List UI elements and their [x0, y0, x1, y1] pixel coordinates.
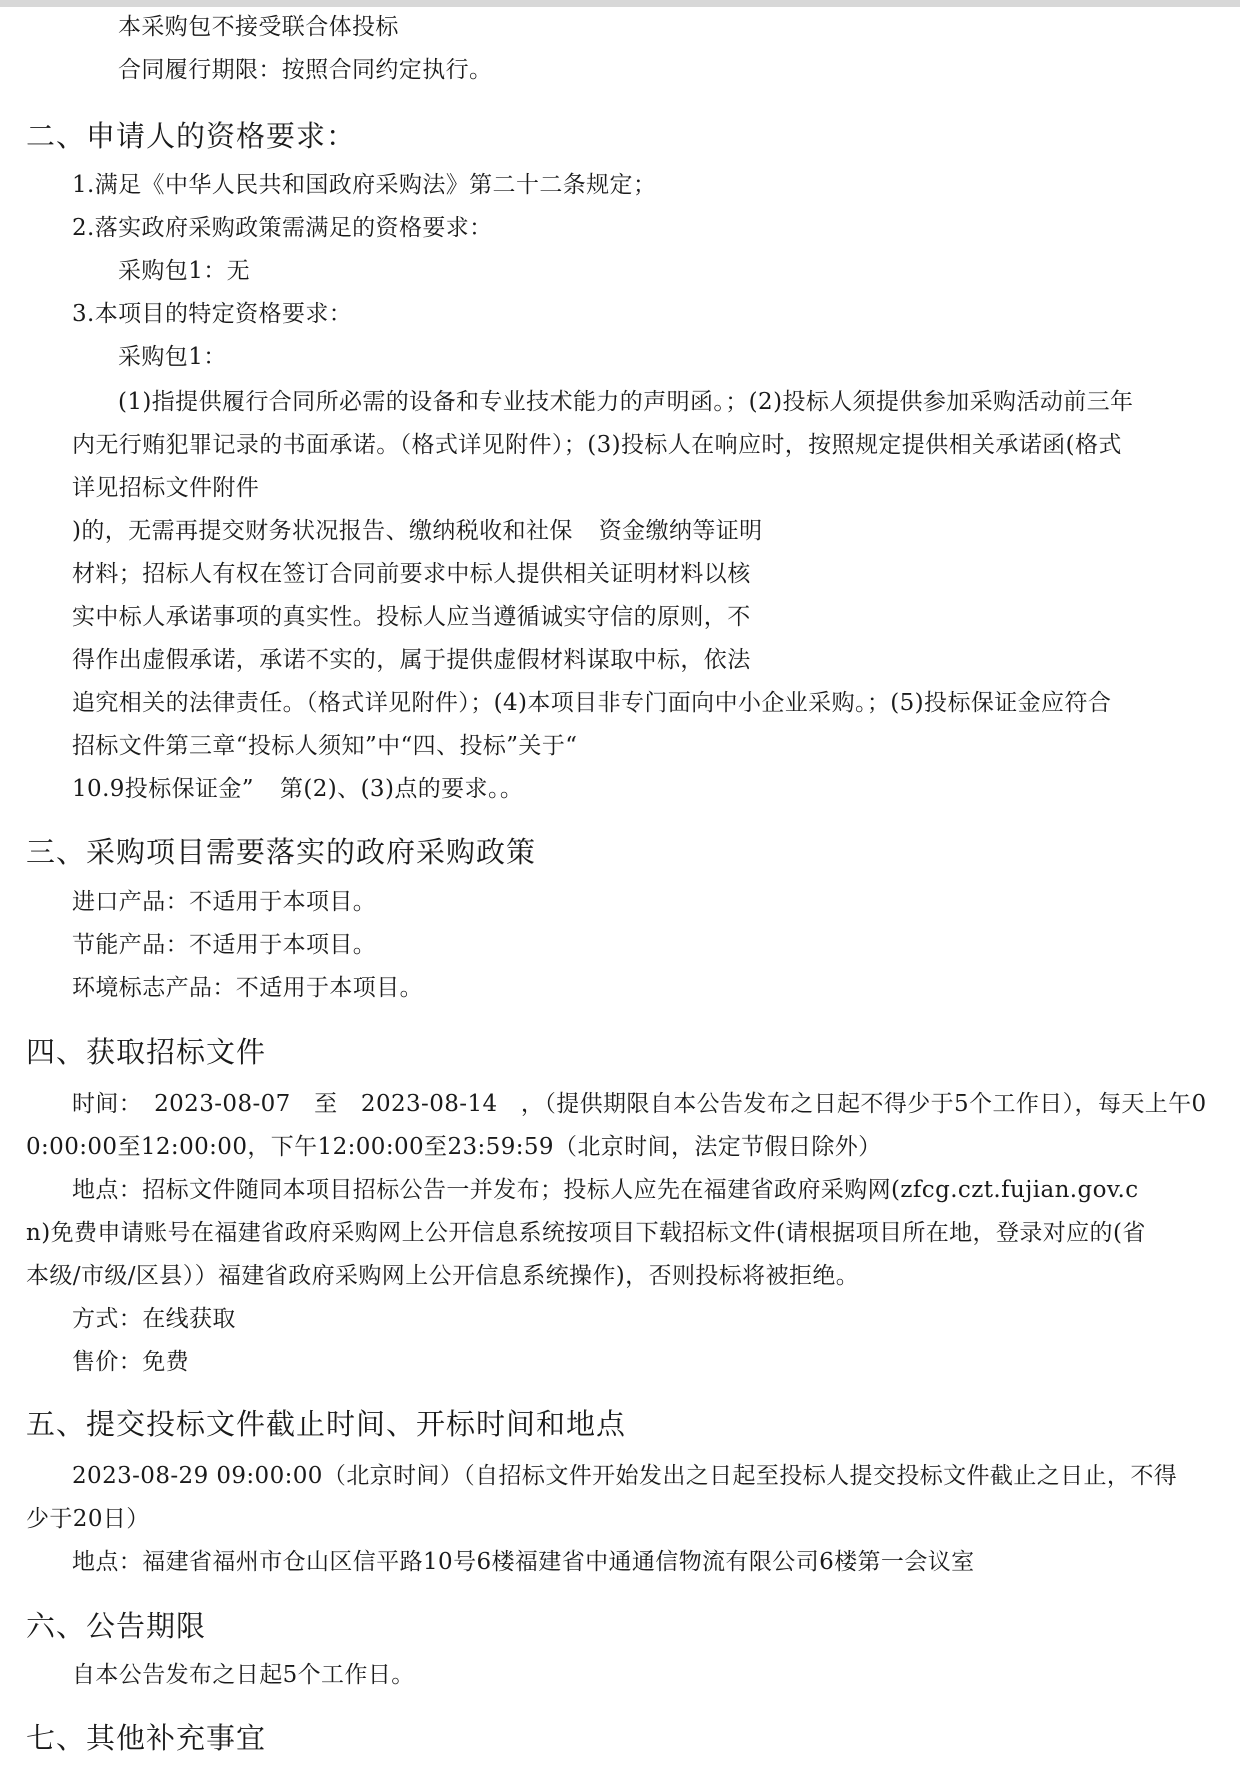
package-1-policy: 采购包1：无: [118, 258, 251, 284]
requirement-text-segment: 资金缴纳等证明: [598, 518, 763, 544]
top-edge-bar: [0, 0, 1240, 7]
requirement-text-segment: )的，无需再提交财务状况报告、缴纳税收和社保: [72, 518, 573, 544]
requirement-text-line: 详见招标文件附件: [72, 475, 260, 501]
requirement-text-line: [72, 516, 763, 546]
obtain-time-line: 0:00:00至12:00:00，下午12:00:00至23:59:59（北京时间，法定节假日除外）: [26, 1134, 882, 1160]
section-heading-4: 四、获取招标文件: [26, 1035, 267, 1069]
requirement-text-line: 得作出虚假承诺，承诺不实的，属于提供虚假材料谋取中标，依法: [72, 647, 751, 673]
requirement-text-segment: 10.9投标保证金”: [72, 776, 254, 802]
requirement-text-line: (1)指提供履行合同所必需的设备和专业技术能力的声明函。；(2)投标人须提供参加采购活动前三年: [118, 389, 1134, 415]
section-heading-6: 六、公告期限: [26, 1609, 207, 1643]
qualification-item-3: 3.本项目的特定资格要求：: [72, 301, 353, 327]
policy-imported-products: 进口产品：不适用于本项目。: [72, 889, 377, 915]
requirement-text-segment: 第(2)、(3)点的要求。。: [279, 776, 524, 802]
obtain-price: 售价：免费: [72, 1349, 189, 1375]
obtain-location-line: 本级/市级/区县））福建省政府采购网上公开信息系统操作)，否则投标将被拒绝。: [26, 1263, 860, 1289]
policy-energy-saving: 节能产品：不适用于本项目。: [72, 932, 377, 958]
obtain-location-line: 地点：招标文件随同本项目招标公告一并发布；投标人应先在福建省政府采购网(zfcg.czt.fujian.gov.c: [72, 1177, 1139, 1203]
requirement-text-line: 追究相关的法律责任。（格式详见附件）；(4)本项目非专门面向中小企业采购。；(5)投标保证金应符合: [72, 690, 1112, 716]
deadline-line: 2023-08-29 09:00:00（北京时间）（自招标文件开始发出之日起至投标人提交投标文件截止之日止，不得: [72, 1463, 1178, 1489]
contract-term: 合同履行期限：按照合同约定执行。: [118, 57, 493, 83]
section-heading-3: 三、采购项目需要落实的政府采购政策: [26, 835, 537, 869]
requirement-text-line: 内无行贿犯罪记录的书面承诺。（格式详见附件）；(3)投标人在响应时，按照规定提供相关承诺函(格式: [72, 432, 1122, 458]
qualification-item-2: 2.落实政府采购政策需满足的资格要求：: [72, 215, 493, 241]
package-1-label: 采购包1：: [118, 344, 227, 370]
qualification-item-1: 1.满足《中华人民共和国政府采购法》第二十二条规定；: [72, 172, 657, 198]
section-heading-2: 二、申请人的资格要求：: [26, 119, 357, 153]
requirement-text-line: 材料；招标人有权在签订合同前要求中标人提供相关证明材料以核: [72, 561, 751, 587]
deadline-line: 少于20日）: [26, 1506, 150, 1532]
requirement-text-line: [72, 774, 523, 804]
obtain-time-line: 时间： 2023-08-07 至 2023-08-14 ，（提供期限自本公告发布之日起不得少于5个工作日），每天上午0: [72, 1091, 1207, 1117]
consortium-note: 本采购包不接受联合体投标: [118, 14, 399, 40]
obtain-method: 方式：在线获取: [72, 1306, 236, 1332]
obtain-location-line: n)免费申请账号在福建省政府采购网上公开信息系统按项目下载招标文件(请根据项目所在地，登录对应的(省: [26, 1220, 1146, 1246]
notice-period: 自本公告发布之日起5个工作日。: [72, 1662, 415, 1688]
requirement-text-line: 招标文件第三章“投标人须知”中“四、投标”关于“: [72, 733, 578, 759]
requirement-text-line: 实中标人承诺事项的真实性。投标人应当遵循诚实守信的原则，不: [72, 604, 751, 630]
section-heading-7: 七、其他补充事宜: [26, 1721, 267, 1755]
policy-environmental-label: 环境标志产品：不适用于本项目。: [72, 975, 423, 1001]
section-heading-5: 五、提交投标文件截止时间、开标时间和地点: [26, 1407, 627, 1441]
opening-location: 地点：福建省福州市仓山区信平路10号6楼福建省中通通信物流有限公司6楼第一会议室: [72, 1549, 975, 1575]
